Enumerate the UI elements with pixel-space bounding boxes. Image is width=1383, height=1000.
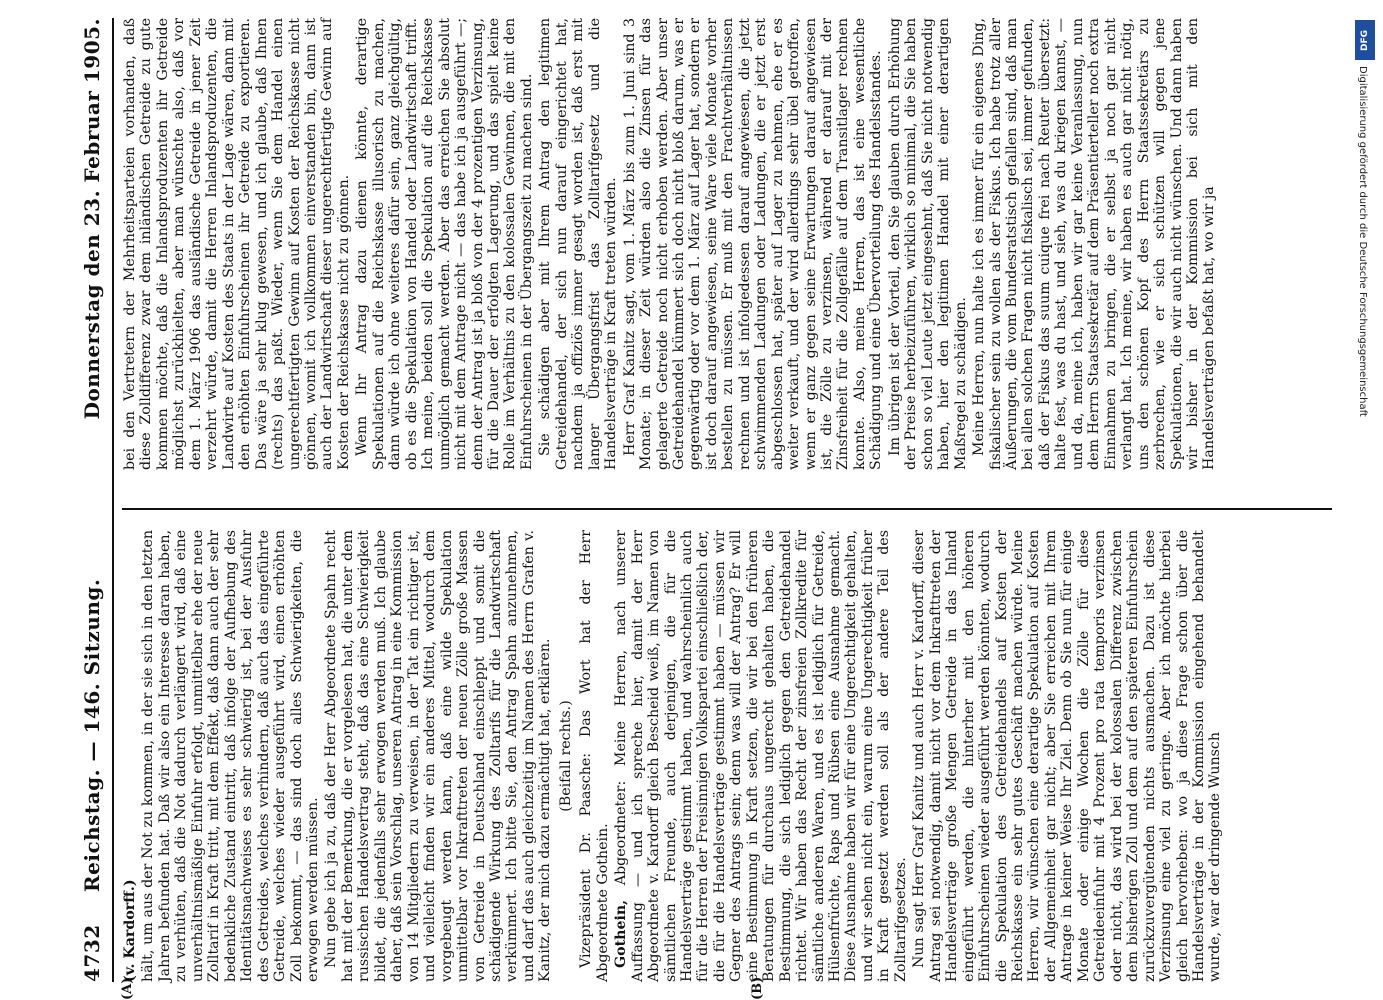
- applause-note: (Beifall rechts.): [557, 700, 574, 812]
- right-paragraph-4: Herr Graf Kanitz sagt, vom 1. März bis zum 1. Juni sind 3 Monate; in dieser Zeit würden also die Zinsen für das gelagerte Getreide noch nicht erhoben werden. Aber unser Getreidehandel kümmert sich doch nicht bloß darum, was er gegenwärtig oder vor dem 1. März auf Lager hat, sondern er ist doch darauf angewiesen, seine Ware viele Monate vorher bestellen zu müssen. Er muß mit den Frachtverhältnissen rechnen und ist infolgedessen darauf angewiesen, die jetzt schwimmenden Ladungen oder Ladungen, die er jetzt erst abgeschlossen hat, später auf Lager zu nehmen, ehe er es weiter verkauft, und der wird allerdings sehr übel getroffen, wenn er ganz gegen seine Erwartungen darauf angewiesen ist, die Zölle zu verzinsen, während er darauf mit der Zinsfreiheit für die Zollgefälle auf dem Transitlager rechnen konnte. Also, meine Herren, das ist eine wesentliche Schädigung und eine Übervorteilung des Handelsstandes.: [621, 18, 885, 470]
- right-column: [122, 18, 1220, 470]
- margin-marker-a: (A): [120, 977, 135, 1000]
- page-number: 4732: [80, 924, 104, 982]
- dfg-logo: DFG: [1355, 20, 1375, 60]
- credit-text: Digitalisierung gefördert durch die Deutsche Forschungsgemeinschaft: [1357, 66, 1368, 417]
- right-paragraph-6: Meine Herren, nun halte ich es immer für ein eigenes Ding, fiskalischer sein zu wollen als der Fiskus. Ich habe trotz aller Äußerungen, die vom Bundesratstisch gefallen sind, daß man bei allen solchen Fragen nicht fiskalisch sei, immer gefunden, daß der Fiskus das suum cuique frei nach Reuter übersetzt: halte fest, was du hast, und sieh, was du kriegen kannst, — und da, meine ich, haben wir gar keine Veranlassung, nun dem Herrn Staatssekretär auf dem Präsentierteller noch extra Einnahmen zu bringen, die er selbst ja noch gar nicht verlangt hat. Ich meine, wir haben es auch gar nicht nötig, uns den schönen Kopf des Herrn Staatssekretärs zu zerbrechen, wie er sich schützen will gegen jene Spekulationen, die wir auch nicht wünschen. Und dann haben wir bisher in der Kommission bei sich mit den Handelsverträgen befaßt hat, wo wir ja: [971, 18, 1218, 470]
- rotated-page: [60, 0, 1350, 1000]
- speaker-name: Gothein,: [613, 899, 630, 968]
- header-rule: [112, 18, 114, 982]
- session-date: Donnerstag den 23. Februar 1905.: [80, 18, 104, 420]
- left-paragraph-2: Nun gebe ich ja zu, daß der Herr Abgeordnete Spahn recht hat mit der Bemerkung, die er vorgelesen hat, die unter dem russischen Handelsvertrag steht, daß das eine Schwierigkeit bildet, die jedenfalls sehr erwogen werden muß. Ich glaube daher, daß sein Vorschlag, unseren Antrag in eine Kommission von 14 Mitgliedern zu verweisen, in der Tat ein richtiger ist, und vielleicht finden wir ein anderes Mittel, wodurch dem vorgebeugt werden kann, daß eine wilde Spekulation unmittelbar vor Inkrafttreten der neuen Zölle große Massen von Getreide in Deutschland einschleppt und somit die schädigende Wirkung des Zolltarifs für die Landwirtschaft verkümmert. Ich bitte Sie, den Antrag Spahn anzunehmen, und darf das auch gleichzeitig im Namen des Herrn Grafen v. Kanitz, der mich dazu ermächtigt hat, erklären.: [323, 530, 554, 982]
- margin-marker-b: (B): [750, 976, 765, 1000]
- page-header: [80, 18, 108, 982]
- right-paragraph-3: Sie schädigen aber mit Ihrem Antrag den legitimen Getreidehandel, der sich nun darauf eingerichtet hat, nachdem ja offiziös immer gesagt worden ist, daß erst mit langer Übergangsfrist das Zolltarifgesetz und die Handelsverträge in Kraft treten würden.: [537, 18, 620, 470]
- left-paragraph-3: Gothein, Abgeordneter: Meine Herren, nach unserer Auffassung — und ich spreche hier, damit der Herr Abgeordnete v. Kardorff gleich Bescheid weiß, im Namen von sämtlichen Freunde, auch derjenigen, die für die Handelsverträge gestimmt haben, und wahrscheinlich auch für die Herren der Freisinnigen Volkspartei einschließlich der, die für die Handelsverträge gestimmt haben — müssen wir Gegner des Antrags sein; denn was will der Antrag? Er will eine Bestimmung in Kraft setzen, die wir bei den früheren Beratungen für durchaus ungerecht gehalten haben, die Bestimmung, die sich lediglich gegen den Getreidehandel richtet. Wir haben das Recht der zinsfreien Zollkredite für sämtliche anderen Waren, und es ist lediglich für Getreide, Hülsenfrüchte, Raps und Rübsen eine Ausnahme gemacht. Diese Ausnahme haben wir für eine Ungerechtigkeit gehalten, und wir sehen nicht ein, warum eine Ungerechtigkeit früher in Kraft gesetzt werden soll als der andere Teil des Zolltarifgesetzes.: [613, 530, 909, 982]
- left-paragraph-4: Nun sagt Herr Graf Kanitz und auch Herr v. Kardorff, dieser Antrag sei notwendig, damit nicht vor dem Inkrafttreten der Handelsverträge große Mengen Getreide in das Inland eingeführt werden, die hinterher mit den höheren Einfuhrscheinen wieder ausgeführt werden könnten, wodurch die Spekulation des Getreidehandels auf Kosten der Reichskasse ein sehr gutes Geschäft machen würde. Meine Herren, wir wünschen eine derartige Spekulation auf Kosten der Allgemeinheit gar nicht; aber Sie erreichen mit Ihrem Antrage in keiner Weise Ihr Ziel. Denn ob Sie nun für einige Monate oder einige Wochen die Zölle für diese Getreideeinfuhr mit 4 Prozent pro rata temporis verzinsen oder nicht, das wird bei der kolossalen Differenz zwischen dem bisherigen Zoll und dem auf den späteren Einfuhrschein zurückzuvergütenden nichts ausmachen. Dazu ist diese Verzinsung eine viel zu geringe. Aber ich möchte hierbei gleich hervorheben: wo ja diese Frage schon über die Handelsverträge in der Kommission eingehend behandelt wurde, war der dringende Wunsch: [911, 530, 1224, 982]
- right-paragraph-5: Im übrigen ist der Vorteil, den Sie glauben durch Erhöhung der Preise herbeizuführen, wirklich so minimal, die Sie haben schon so viel Leute jetzt eingesehnt, daß Sie nicht notwendig haben, hier den legitimen Handel mit einer derartigen Maßregel zu schädigen.: [886, 18, 969, 470]
- digitization-credit: [1355, 20, 1375, 980]
- column-divider: [122, 508, 1332, 510]
- right-paragraph-1: bei den Vertretern der Mehrheitsparteien vorhanden, daß diese Zolldifferenz zwar dem inländischen Getreide zu gute kommen möchte, daß die Inlandsproduzenten ihr Getreide möglichst zurückhielten, aber man wünschte also, daß vor dem 1. März 1906 das ausländische Getreide in jener Zeit verzehrt würde, damit die Herren Inlandsproduzenten, die Landwirte auf Kosten des Staats in der Lage wären, dann mit den erhöhten Einfuhrscheinen ihr Getreide zu exportieren. Das wäre ja sehr klug gewesen, und ich glaube, daß Ihnen (rechts) das paßt. Wieder, wenn Sie dem Handel einen ungerechtfertigten Gewinn auf Kosten der Reichskasse nicht gönnen, womit ich vollkommen einverstanden bin, dann ist auch der Landwirtschaft dieser ungerechtfertigte Gewinn auf Kosten der Reichskasse nicht zu gönnen.: [122, 18, 352, 470]
- speaker-tag: (v. Kardorff.): [122, 879, 138, 982]
- left-paragraph-1: hält, um aus der Not zu kommen, in der sie sich in den letzten Jahren befunden hat. Daß wir also ein Interesse daran haben, zu verhüten, daß die Not dadurch verlängert wird, daß eine unverhältnismäßige Einfuhr erfolgt, unmittelbar ehe der neue Zolltarif in Kraft tritt, mit dem Effekt, daß dann auch der sehr bedenkliche Zustand eintritt, daß infolge der Aufhebung des Identitätsnachweises es sehr schwierig ist, bei der Ausfuhr des Getreides, welches verhindern, daß auch das eingeführte Getreide, welches wieder ausgeführt wird, einen erhöhten Zoll bekommt, — das sind doch alles Schwierigkeiten, die erwogen werden müssen.: [140, 530, 321, 982]
- chair-announcement: Vizepräsident Dr. Paasche: Das Wort hat der Herr Abgeordnete Gothein.: [578, 530, 611, 982]
- right-paragraph-2: Wenn Ihr Antrag dazu dienen könnte, derartige Spekulationen auf die Reichskasse illusorisch zu machen, dann würde ich ohne weiteres dafür sein, ganz gleichgültig, ob es die Spekulation von Handel oder Landwirtschaft trifft. Ich meine, beiden soll die Spekulation auf die Reichskasse unmöglich gemacht werden. Aber das erreichen Sie absolut nicht mit dem Antrage nicht — das habe ich ja ausgeführt —; denn der Antrag ist ja bloß von der 4 prozentigen Verzinsung, für die Dauer der erfolgten Lagerung, und das spielt keine Rolle im Verhältnis zu den kolossalen Gewinnen, die mit den Einfuhrscheinen in der Übergangszeit zu machen sind.: [354, 18, 535, 470]
- session-title: Reichstag. — 146. Sitzung.: [80, 578, 104, 892]
- left-column: [122, 530, 1226, 982]
